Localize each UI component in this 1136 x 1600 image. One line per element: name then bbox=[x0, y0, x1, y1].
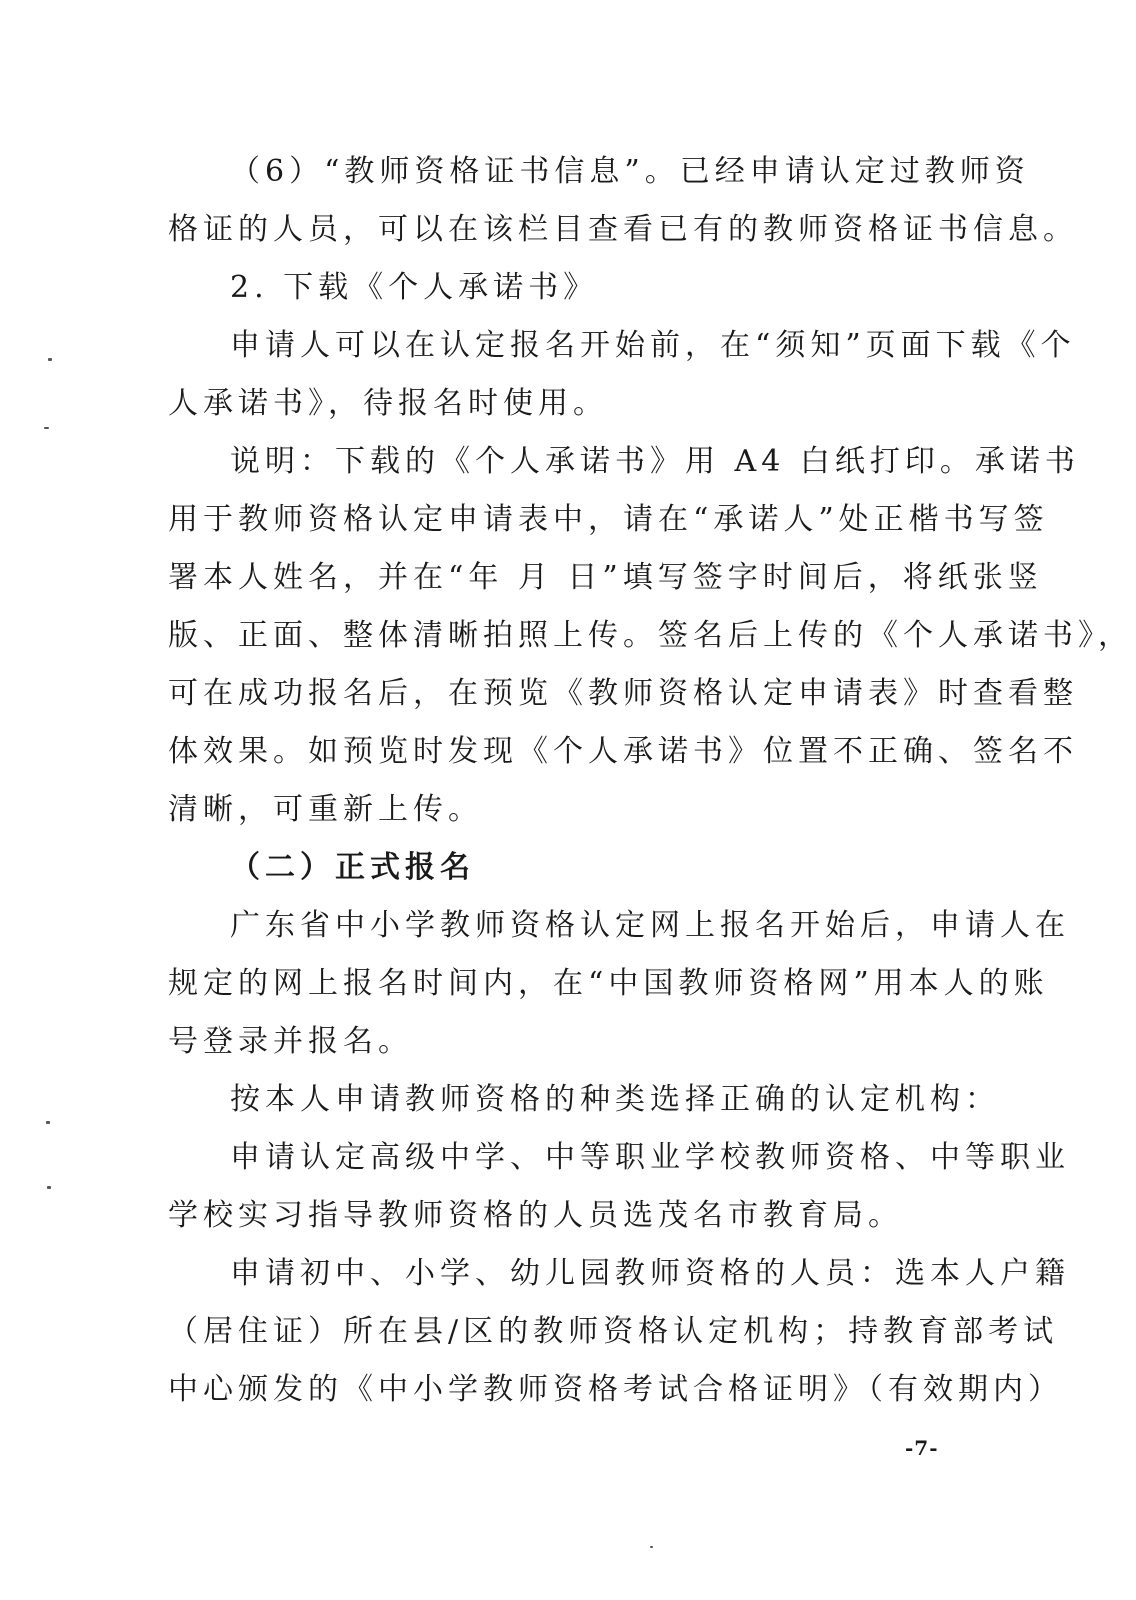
paragraph-line: 人承诺书》，待报名时使用。 bbox=[168, 386, 608, 421]
scan-speck bbox=[44, 427, 49, 429]
scan-speck bbox=[48, 358, 52, 361]
section-heading: （二）正式报名 bbox=[230, 850, 475, 885]
paragraph-line: （居住证）所在县/区的教师资格认定机构；持教育部考试 bbox=[168, 1314, 1059, 1349]
paragraph-line: 按本人申请教师资格的种类选择正确的认定机构： bbox=[230, 1082, 1000, 1117]
paragraph-line: 体效果。如预览时发现《个人承诺书》位置不正确、签名不 bbox=[168, 734, 1078, 769]
paragraph-line: 学校实习指导教师资格的人员选茂名市教育局。 bbox=[168, 1198, 903, 1233]
scan-speck bbox=[47, 1186, 51, 1189]
paragraph-line: （6）“教师资格证书信息”。已经申请认定过教师资 bbox=[230, 154, 1030, 189]
paragraph-line: 中心颁发的《中小学教师资格考试合格证明》（有效期内） bbox=[168, 1372, 1063, 1407]
paragraph-line: 申请认定高级中学、中等职业学校教师资格、中等职业 bbox=[230, 1140, 1070, 1175]
paragraph-line: 规定的网上报名时间内，在“中国教师资格网”用本人的账 bbox=[168, 966, 1049, 1001]
section-heading: 2. 下载《个人承诺书》 bbox=[230, 270, 599, 305]
paragraph-line: 清晰，可重新上传。 bbox=[168, 792, 483, 827]
paragraph-line: 说明：下载的《个人承诺书》用 A4 白纸打印。承诺书 bbox=[230, 444, 1080, 479]
paragraph-line: 署本人姓名，并在“年 月 日”填写签字时间后，将纸张竖 bbox=[168, 560, 1043, 595]
paragraph-line: 用于教师资格认定申请表中，请在“承诺人”处正楷书写签 bbox=[168, 502, 1049, 537]
paragraph-line: 申请初中、小学、幼儿园教师资格的人员：选本人户籍 bbox=[230, 1256, 1070, 1291]
page-number: -7- bbox=[905, 1436, 939, 1460]
paragraph-line: 广东省中小学教师资格认定网上报名开始后，申请人在 bbox=[230, 908, 1070, 943]
paragraph-line: 可在成功报名后，在预览《教师资格认定申请表》时查看整 bbox=[168, 676, 1078, 711]
paragraph-line: 号登录并报名。 bbox=[168, 1024, 413, 1059]
scan-speck bbox=[650, 1546, 653, 1548]
paragraph-line: 格证的人员，可以在该栏目查看已有的教师资格证书信息。 bbox=[168, 212, 1078, 247]
paragraph-line: 版、正面、整体清晰拍照上传。签名后上传的《个人承诺书》， bbox=[168, 618, 1133, 653]
scan-speck bbox=[46, 1121, 50, 1124]
paragraph-line: 申请人可以在认定报名开始前，在“须知”页面下载《个 bbox=[230, 328, 1076, 363]
